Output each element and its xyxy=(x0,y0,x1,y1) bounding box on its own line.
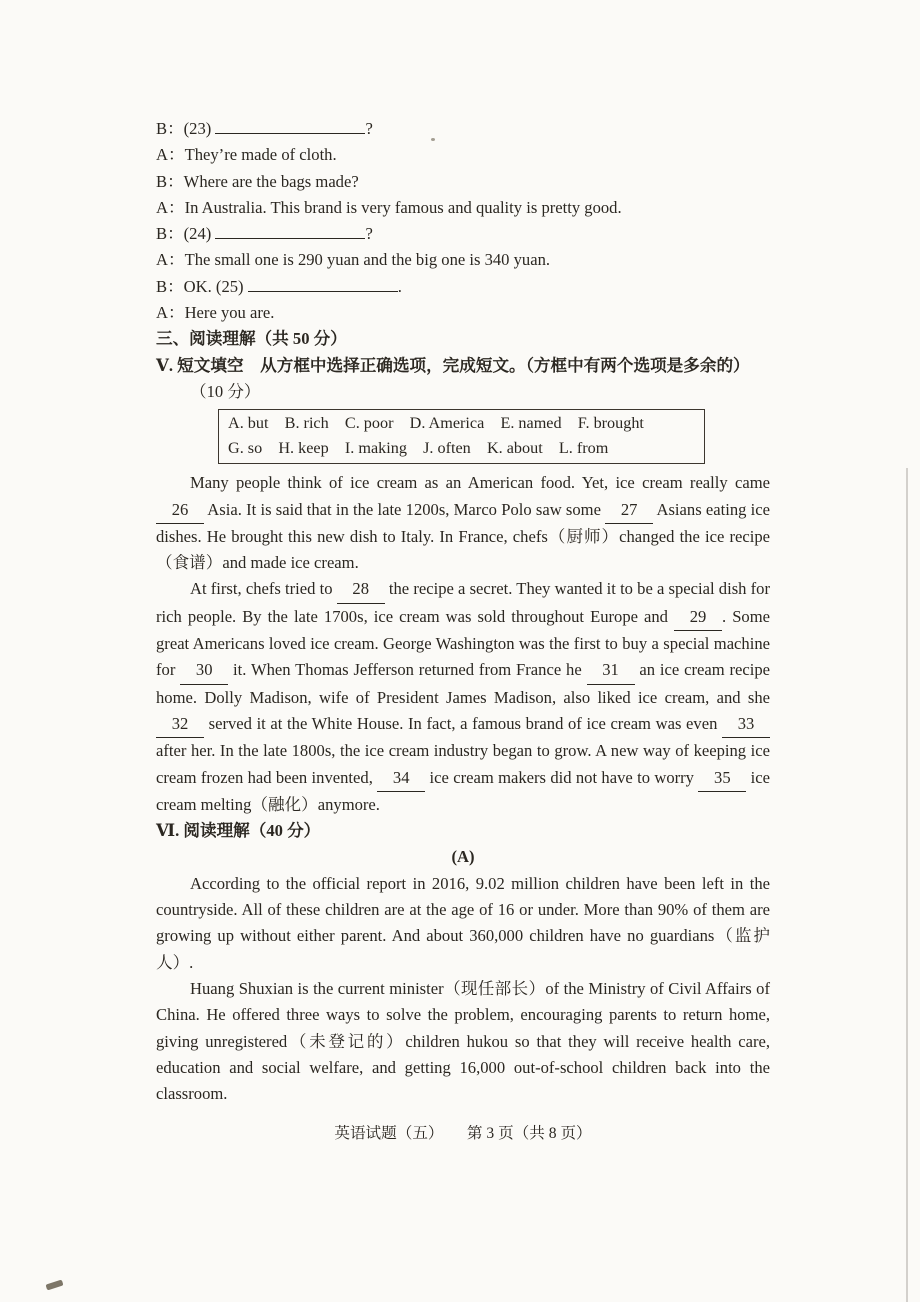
answer-blank xyxy=(215,222,365,240)
cloze-blank: 32 xyxy=(156,711,204,738)
cloze-blank: 35 xyxy=(698,765,746,792)
dialogue-line-24: B：(24) ? xyxy=(156,221,770,247)
cloze-blank: 30 xyxy=(180,657,228,684)
section-heading-reading: 三、阅读理解（共 50 分） xyxy=(156,329,347,349)
passage-a-label: (A) xyxy=(451,847,475,867)
page-footer: 英语试题（五） 第 3 页（共 8 页） xyxy=(334,1125,592,1143)
cloze-blank: 29 xyxy=(674,604,722,631)
dialogue-line: A：Here you are. xyxy=(156,303,275,323)
word-bank-row-2: G. so H. keep I. making J. often K. about L. from xyxy=(228,439,609,458)
dialogue-line: B：Where are the bags made? xyxy=(156,171,359,191)
word-bank-box xyxy=(218,409,705,464)
scan-artifact-corner-mark xyxy=(45,1280,63,1291)
cloze-blank: 27 xyxy=(605,497,653,524)
section-heading-reading2: Ⅵ. 阅读理解（40 分） xyxy=(156,821,321,841)
word-bank-row-1: A. but B. rich C. poor D. America E. named F. brought xyxy=(228,414,644,433)
cloze-blank: 34 xyxy=(377,765,425,792)
answer-blank xyxy=(248,274,398,292)
dialogue-line: A：They’re made of cloth. xyxy=(156,145,337,165)
cloze-paragraph-1: Many people think of ice cream as an American food. Yet, ice cream really came 26 Asia. It is said that in the late 1200s, Marco Polo saw some 27 Asians eating ice dishes. He brought this new dish to Italy. In France, chefs（厨师）changed the ice recipe（食谱）and made ice cream. xyxy=(156,473,770,573)
section-heading-cloze: Ⅴ. 短文填空 从方框中选择正确选项，完成短文。（方框中有两个选项是多余的） xyxy=(156,355,750,375)
scan-artifact-dot xyxy=(431,138,435,141)
dialogue-line-23: B：(23) ? xyxy=(156,116,770,142)
cloze-blank: 28 xyxy=(337,576,385,603)
passage-a-paragraph-1: According to the official report in 2016, 9.02 million children have been left in the countryside. All of these children are at the age of 16 or under. More than 90% of them are growing up without either parent. And about 360,000 children have no guardians（监护人）. xyxy=(156,873,770,972)
cloze-score: （10 分） xyxy=(190,381,261,401)
dialogue-line-25: B：OK. (25) . xyxy=(156,274,770,300)
answer-blank xyxy=(215,116,365,134)
cloze-blank: 33 xyxy=(722,711,770,738)
page-content xyxy=(156,116,770,1148)
cloze-paragraph-2: At first, chefs tried to 28 the recipe a secret. They wanted it to be a special dish for rich people. By the late 1700s, ice cream was sold throughout Europe and 29 . Some great Americans loved ice cream. George Washington was the first to buy a special machine for 30 it. When Thomas Jefferson returned from France he 31 an ice cream recipe home. Dolly Madison, wife of President James Madison, also liked ice cream, and she 32 served it at the White House. In fact, a famous brand of ice cream was even 33 after her. In the late 1800s, the ice cream industry began to grow. A new way of keeping ice cream frozen had been invented, 34 ice cream makers did not have to worry 35 ice cream melting（融化）anymore. xyxy=(156,576,770,818)
cloze-blank: 26 xyxy=(156,497,204,524)
cloze-blank: 31 xyxy=(587,657,635,684)
dialogue-line: A：The small one is 290 yuan and the big one is 340 yuan. xyxy=(156,250,551,270)
passage-a-paragraph-2: Huang Shuxian is the current minister（现任部长）of the Ministry of Civil Affairs of China. He offered three ways to solve the problem, encouraging parents to return home, giving unregistered（未登记的）children hukou so that they will receive health care, education and social welfare, and getting 16,000 out-of-school children back into the classroom. xyxy=(156,978,770,1104)
dialogue-line: A：In Australia. This brand is very famous and quality is pretty good. xyxy=(156,197,622,217)
scan-artifact-line xyxy=(906,468,908,1302)
